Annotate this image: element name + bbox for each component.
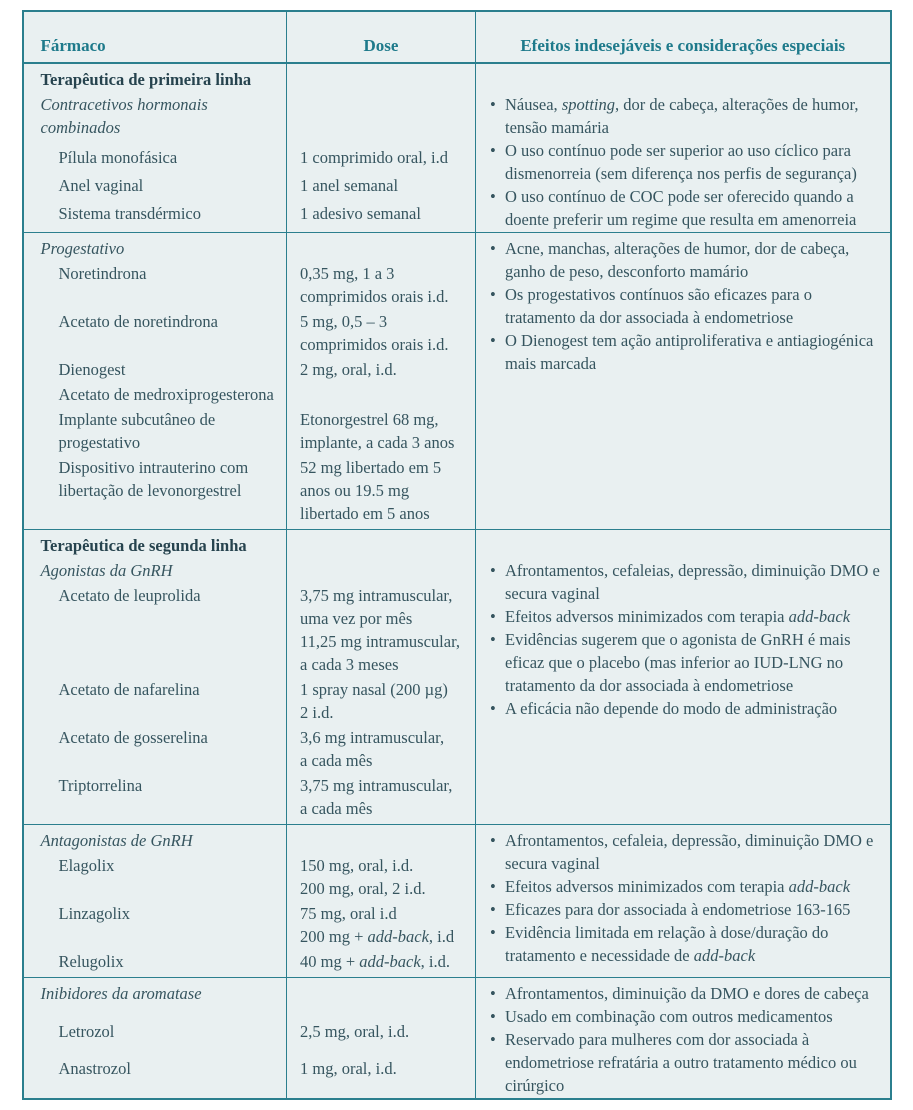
section-4 <box>23 825 891 978</box>
dose-cell <box>287 725 476 773</box>
dose-line: libertado em 5 anos <box>300 504 430 523</box>
farmaco-cell <box>23 853 287 901</box>
drug-name: Relugolix <box>58 952 124 971</box>
section-heading: Terapêutica de segunda linha <box>40 536 247 555</box>
farmaco-cell <box>23 773 287 825</box>
effect-text: Acne, manchas, alterações de humor, dor de cabeça, ganho de peso, desconforto mamário <box>505 239 850 281</box>
farmaco-cell <box>23 901 287 949</box>
section-subheading: Antagonistas de GnRH <box>40 831 193 850</box>
farmaco-cell <box>23 1056 287 1099</box>
effect-text: Os progestativos contínuos são eficazes para o tratamento da dor associada à endometriose <box>505 285 812 327</box>
farmaco-cell <box>23 92 287 145</box>
farmaco-cell <box>23 725 287 773</box>
bullet-icon: • <box>490 923 496 942</box>
dose-line: Etonorgestrel 68 mg, <box>300 410 439 429</box>
effects-cell <box>476 92 891 233</box>
table-row <box>23 92 891 145</box>
dose-line: 200 mg + add-back, i.d <box>300 927 455 946</box>
effect-item <box>490 829 884 875</box>
dose-cell <box>287 455 476 530</box>
dose-cell <box>287 357 476 382</box>
effect-item <box>490 329 884 375</box>
effects-cell <box>476 825 891 978</box>
drug-name: libertação de levonorgestrel <box>58 481 242 500</box>
dose-cell <box>287 677 476 725</box>
farmaco-cell <box>23 382 287 407</box>
dose-line: 2,5 mg, oral, i.d. <box>300 1022 410 1042</box>
farmaco-cell <box>23 825 287 854</box>
drug-name: Triptorrelina <box>58 776 143 795</box>
dose-cell <box>287 309 476 357</box>
effect-item <box>490 898 884 921</box>
dose-line: 150 mg, oral, i.d. <box>300 856 414 875</box>
effects-spacer-cell <box>476 63 891 92</box>
drug-name: Elagolix <box>58 856 115 875</box>
dose-cell <box>287 407 476 455</box>
drug-name: Anel vaginal <box>58 176 144 196</box>
effect-text: Reservado para mulheres com dor associada à endometriose refratária a outro tratamento médico ou cirúrgico <box>505 1030 857 1095</box>
farmaco-cell <box>23 309 287 357</box>
dose-cell <box>287 382 476 407</box>
effects-cell <box>476 978 891 1100</box>
dose-line: a cada mês <box>300 751 373 770</box>
dose-line: a cada 3 meses <box>300 655 399 674</box>
table-header <box>23 11 891 63</box>
drug-name: Sistema transdérmico <box>58 203 202 223</box>
bullet-icon: • <box>490 239 496 258</box>
drug-name: Acetato de leuprolida <box>58 586 201 605</box>
dose-line: 1 spray nasal (200 µg) <box>300 680 448 699</box>
bullet-icon: • <box>490 630 496 649</box>
effect-item <box>490 93 884 139</box>
farmaco-cell <box>23 63 287 92</box>
dose-cell <box>287 853 476 901</box>
dose-line: 1 anel semanal <box>300 176 399 196</box>
dose-line: uma vez por mês <box>300 609 413 628</box>
farmaco-cell <box>23 583 287 677</box>
bullet-icon: • <box>490 331 496 350</box>
drug-name: Acetato de noretindrona <box>58 312 218 331</box>
dose-line: 3,6 mg intramuscular, <box>300 728 445 747</box>
effect-text: Evidência limitada em relação à dose/duração do tratamento e necessidade de add-back <box>505 923 829 965</box>
effect-item <box>490 283 884 329</box>
dose-cell <box>287 583 476 677</box>
dose-line: 1 adesivo semanal <box>300 203 421 223</box>
effect-text: Náusea, spotting, dor de cabeça, alterações de humor, tensão mamária <box>505 95 859 137</box>
table-row <box>23 63 891 92</box>
effects-spacer-cell <box>476 530 891 559</box>
header-row <box>23 11 891 63</box>
drug-name: Acetato de medroxiprogesterona <box>58 385 274 404</box>
dose-line: 52 mg libertado em 5 <box>300 458 442 477</box>
farmaco-cell <box>23 978 287 1020</box>
drug-name: Linzagolix <box>58 904 130 923</box>
dose-line: 11,25 mg intramuscular, <box>300 632 461 651</box>
effect-text: Efeitos adversos minimizados com terapia add-back <box>505 877 851 896</box>
effect-text: Afrontamentos, diminuição da DMO e dores de cabeça <box>505 984 869 1003</box>
section-subheading: Progestativo <box>40 239 125 258</box>
farmaco-cell <box>23 949 287 978</box>
dose-line: a cada mês <box>300 799 373 818</box>
effects-cell <box>476 558 891 825</box>
bullet-icon: • <box>490 141 496 160</box>
dose-cell <box>287 530 476 559</box>
section-subheading: Agonistas da GnRH <box>40 561 173 580</box>
section-1 <box>23 63 891 233</box>
table-row <box>23 233 891 262</box>
effect-item <box>490 185 884 231</box>
bullet-icon: • <box>490 831 496 850</box>
bullet-icon: • <box>490 1030 496 1049</box>
farmaco-cell <box>23 173 287 201</box>
section-2 <box>23 233 891 530</box>
dose-cell <box>287 173 476 201</box>
drug-table <box>22 10 892 1100</box>
table-row <box>23 978 891 1020</box>
effect-text: Afrontamentos, cefaleia, depressão, diminuição DMO e secura vaginal <box>505 831 874 873</box>
bullet-icon: • <box>490 285 496 304</box>
bullet-icon: • <box>490 699 496 718</box>
col-header-farmaco: Fármaco <box>40 36 106 55</box>
dose-cell <box>287 558 476 583</box>
farmaco-cell <box>23 1019 287 1056</box>
effect-item <box>490 237 884 283</box>
bullet-icon: • <box>490 187 496 206</box>
dose-line: 0,35 mg, 1 a 3 <box>300 264 395 283</box>
bullet-icon: • <box>490 95 496 114</box>
effect-text: Evidências sugerem que o agonista de GnRH é mais eficaz que o placebo (mas inferior ao IUD-LNG no tratamento da dor associada à endometriose <box>505 630 851 695</box>
drug-name: Noretindrona <box>58 264 147 283</box>
effect-item <box>490 1005 884 1028</box>
section-heading: Terapêutica de primeira linha <box>40 70 252 89</box>
drug-name: Dienogest <box>58 360 126 379</box>
effect-item <box>490 1028 884 1097</box>
section-subheading: Inibidores da aromatase <box>40 984 202 1003</box>
effect-text: A eficácia não depende do modo de administração <box>505 699 838 718</box>
effect-item <box>490 139 884 185</box>
farmaco-cell <box>23 677 287 725</box>
dose-line: comprimidos orais i.d. <box>300 335 449 354</box>
effect-text: Afrontamentos, cefaleias, depressão, diminuição DMO e secura vaginal <box>505 561 880 603</box>
dose-line: 1 comprimido oral, i.d <box>300 148 449 168</box>
dose-cell <box>287 261 476 309</box>
bullet-icon: • <box>490 900 496 919</box>
effect-item <box>490 605 884 628</box>
effect-item <box>490 921 884 967</box>
section-5 <box>23 978 891 1100</box>
drug-name: Pílula monofásica <box>58 148 178 168</box>
section-3 <box>23 530 891 825</box>
dose-line: 2 mg, oral, i.d. <box>300 360 397 379</box>
effect-item <box>490 697 884 720</box>
effect-item <box>490 559 884 605</box>
farmaco-cell <box>23 558 287 583</box>
dose-line: 3,75 mg intramuscular, <box>300 776 453 795</box>
drug-name: Dispositivo intrauterino com <box>58 458 249 477</box>
effect-text: Efeitos adversos minimizados com terapia add-back <box>505 607 851 626</box>
bullet-icon: • <box>490 607 496 626</box>
dose-line: 200 mg, oral, 2 i.d. <box>300 879 426 898</box>
farmaco-cell <box>23 261 287 309</box>
dose-cell <box>287 1056 476 1099</box>
drug-name: Anastrozol <box>58 1059 131 1079</box>
dose-line: 2 i.d. <box>300 703 334 722</box>
dose-line: 75 mg, oral i.d <box>300 904 397 923</box>
col-header-dose: Dose <box>287 11 476 63</box>
dose-cell <box>287 233 476 262</box>
section-subheading: Contracetivos hormonais combinados <box>40 95 208 137</box>
dose-cell <box>287 92 476 145</box>
dose-cell <box>287 145 476 173</box>
bullet-icon: • <box>490 561 496 580</box>
dose-line: 1 mg, oral, i.d. <box>300 1059 397 1079</box>
dose-cell <box>287 825 476 854</box>
effect-item <box>490 628 884 697</box>
effect-text: O uso contínuo pode ser superior ao uso cíclico para dismenorreia (sem diferença nos perfis de segurança) <box>505 141 857 183</box>
dose-cell <box>287 63 476 92</box>
bullet-icon: • <box>490 1007 496 1026</box>
drug-name: Acetato de nafarelina <box>58 680 200 699</box>
dose-cell <box>287 201 476 233</box>
dose-cell <box>287 949 476 978</box>
effects-cell <box>476 233 891 530</box>
farmaco-cell <box>23 530 287 559</box>
col-header-efeitos: Efeitos indesejáveis e considerações especiais <box>520 36 846 55</box>
drug-name: Letrozol <box>58 1022 115 1042</box>
effect-text: O uso contínuo de COC pode ser oferecido quando a doente preferir um regime que resulta em amenorreia <box>505 187 857 229</box>
farmaco-cell <box>23 407 287 455</box>
drug-name: Implante subcutâneo de <box>58 410 216 429</box>
farmaco-cell <box>23 357 287 382</box>
dose-line: 3,75 mg intramuscular, <box>300 586 453 605</box>
effect-item <box>490 982 884 1005</box>
farmaco-cell <box>23 455 287 530</box>
effect-text: Eficazes para dor associada à endometriose 163-165 <box>505 900 851 919</box>
bullet-icon: • <box>490 877 496 896</box>
bullet-icon: • <box>490 984 496 1003</box>
dose-line: anos ou 19.5 mg <box>300 481 410 500</box>
dose-line: 5 mg, 0,5 – 3 <box>300 312 388 331</box>
farmaco-cell <box>23 201 287 233</box>
dose-cell <box>287 1019 476 1056</box>
table-row <box>23 558 891 583</box>
drug-name: Acetato de gosserelina <box>58 728 208 747</box>
drug-name: progestativo <box>58 433 141 452</box>
dose-line: implante, a cada 3 anos <box>300 433 455 452</box>
farmaco-cell <box>23 233 287 262</box>
table-row <box>23 825 891 854</box>
farmaco-cell <box>23 145 287 173</box>
dose-line: 40 mg + add-back, i.d. <box>300 952 451 971</box>
effect-text: O Dienogest tem ação antiproliferativa e antiagiogénica mais marcada <box>505 331 874 373</box>
dose-cell <box>287 978 476 1020</box>
effect-item <box>490 875 884 898</box>
dose-cell <box>287 901 476 949</box>
effect-text: Usado em combinação com outros medicamentos <box>505 1007 833 1026</box>
dose-cell <box>287 773 476 825</box>
table-row <box>23 530 891 559</box>
dose-line: comprimidos orais i.d. <box>300 287 449 306</box>
